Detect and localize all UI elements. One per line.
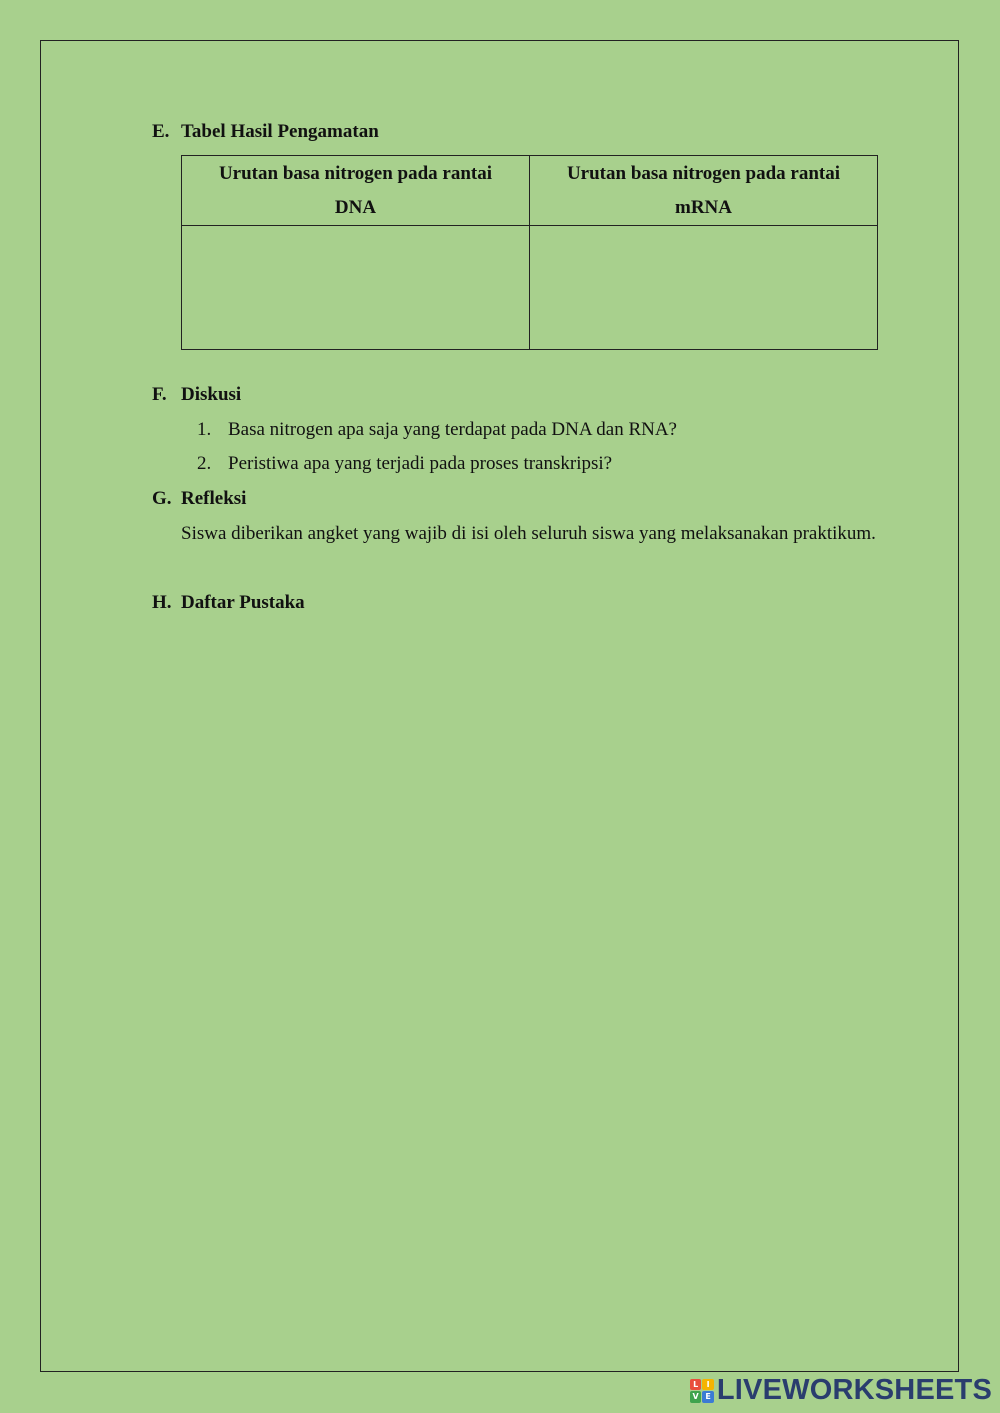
- question-text: Basa nitrogen apa saja yang terdapat pada DNA dan RNA?: [228, 419, 677, 440]
- liveworksheets-brand: [690, 1376, 992, 1405]
- question-item: [197, 453, 612, 475]
- reflection-paragraph: Siswa diberikan angket yang wajib di isi oleh seluruh siswa yang melaksanakan praktikum.: [181, 523, 876, 544]
- header-mrna-line1: Urutan basa nitrogen pada rantai: [566, 162, 841, 184]
- header-dna-line2: DNA: [334, 196, 377, 218]
- section-h-title: [152, 592, 305, 614]
- section-e-title: [152, 121, 379, 143]
- brand-name: LIVEWORKSHEETS: [716, 1374, 992, 1406]
- section-e-letter: E.: [152, 121, 170, 142]
- table-header-dna: [182, 156, 530, 226]
- table-cell-dna[interactable]: [182, 226, 530, 350]
- question-number: 1.: [197, 419, 212, 440]
- section-g-label: Refleksi: [181, 488, 247, 509]
- liveworksheets-logo-icon: [690, 1379, 714, 1403]
- section-g-letter: G.: [152, 488, 172, 509]
- question-number: 2.: [197, 453, 212, 474]
- section-h-letter: H.: [152, 592, 172, 613]
- table-cell-mrna[interactable]: [530, 226, 878, 350]
- header-mrna-line2: mRNA: [675, 196, 732, 218]
- logo-letter: V: [690, 1391, 702, 1403]
- section-f-label: Diskusi: [181, 384, 242, 405]
- table-row: [182, 226, 878, 350]
- section-g-title: [152, 488, 246, 510]
- section-f-title: [152, 384, 241, 406]
- question-text: Peristiwa apa yang terjadi pada proses transkripsi?: [228, 453, 613, 474]
- table-header-mrna: [530, 156, 878, 226]
- observation-table: [181, 155, 878, 350]
- logo-letter: I: [702, 1379, 714, 1391]
- logo-letter: L: [690, 1379, 702, 1391]
- header-dna-line1: Urutan basa nitrogen pada rantai: [218, 162, 493, 184]
- question-item: [197, 419, 677, 441]
- section-f-letter: F.: [152, 384, 167, 405]
- table-header-row: [182, 156, 878, 226]
- section-h-label: Daftar Pustaka: [181, 592, 305, 613]
- logo-letter: E: [702, 1391, 714, 1403]
- section-e-label: Tabel Hasil Pengamatan: [181, 121, 379, 142]
